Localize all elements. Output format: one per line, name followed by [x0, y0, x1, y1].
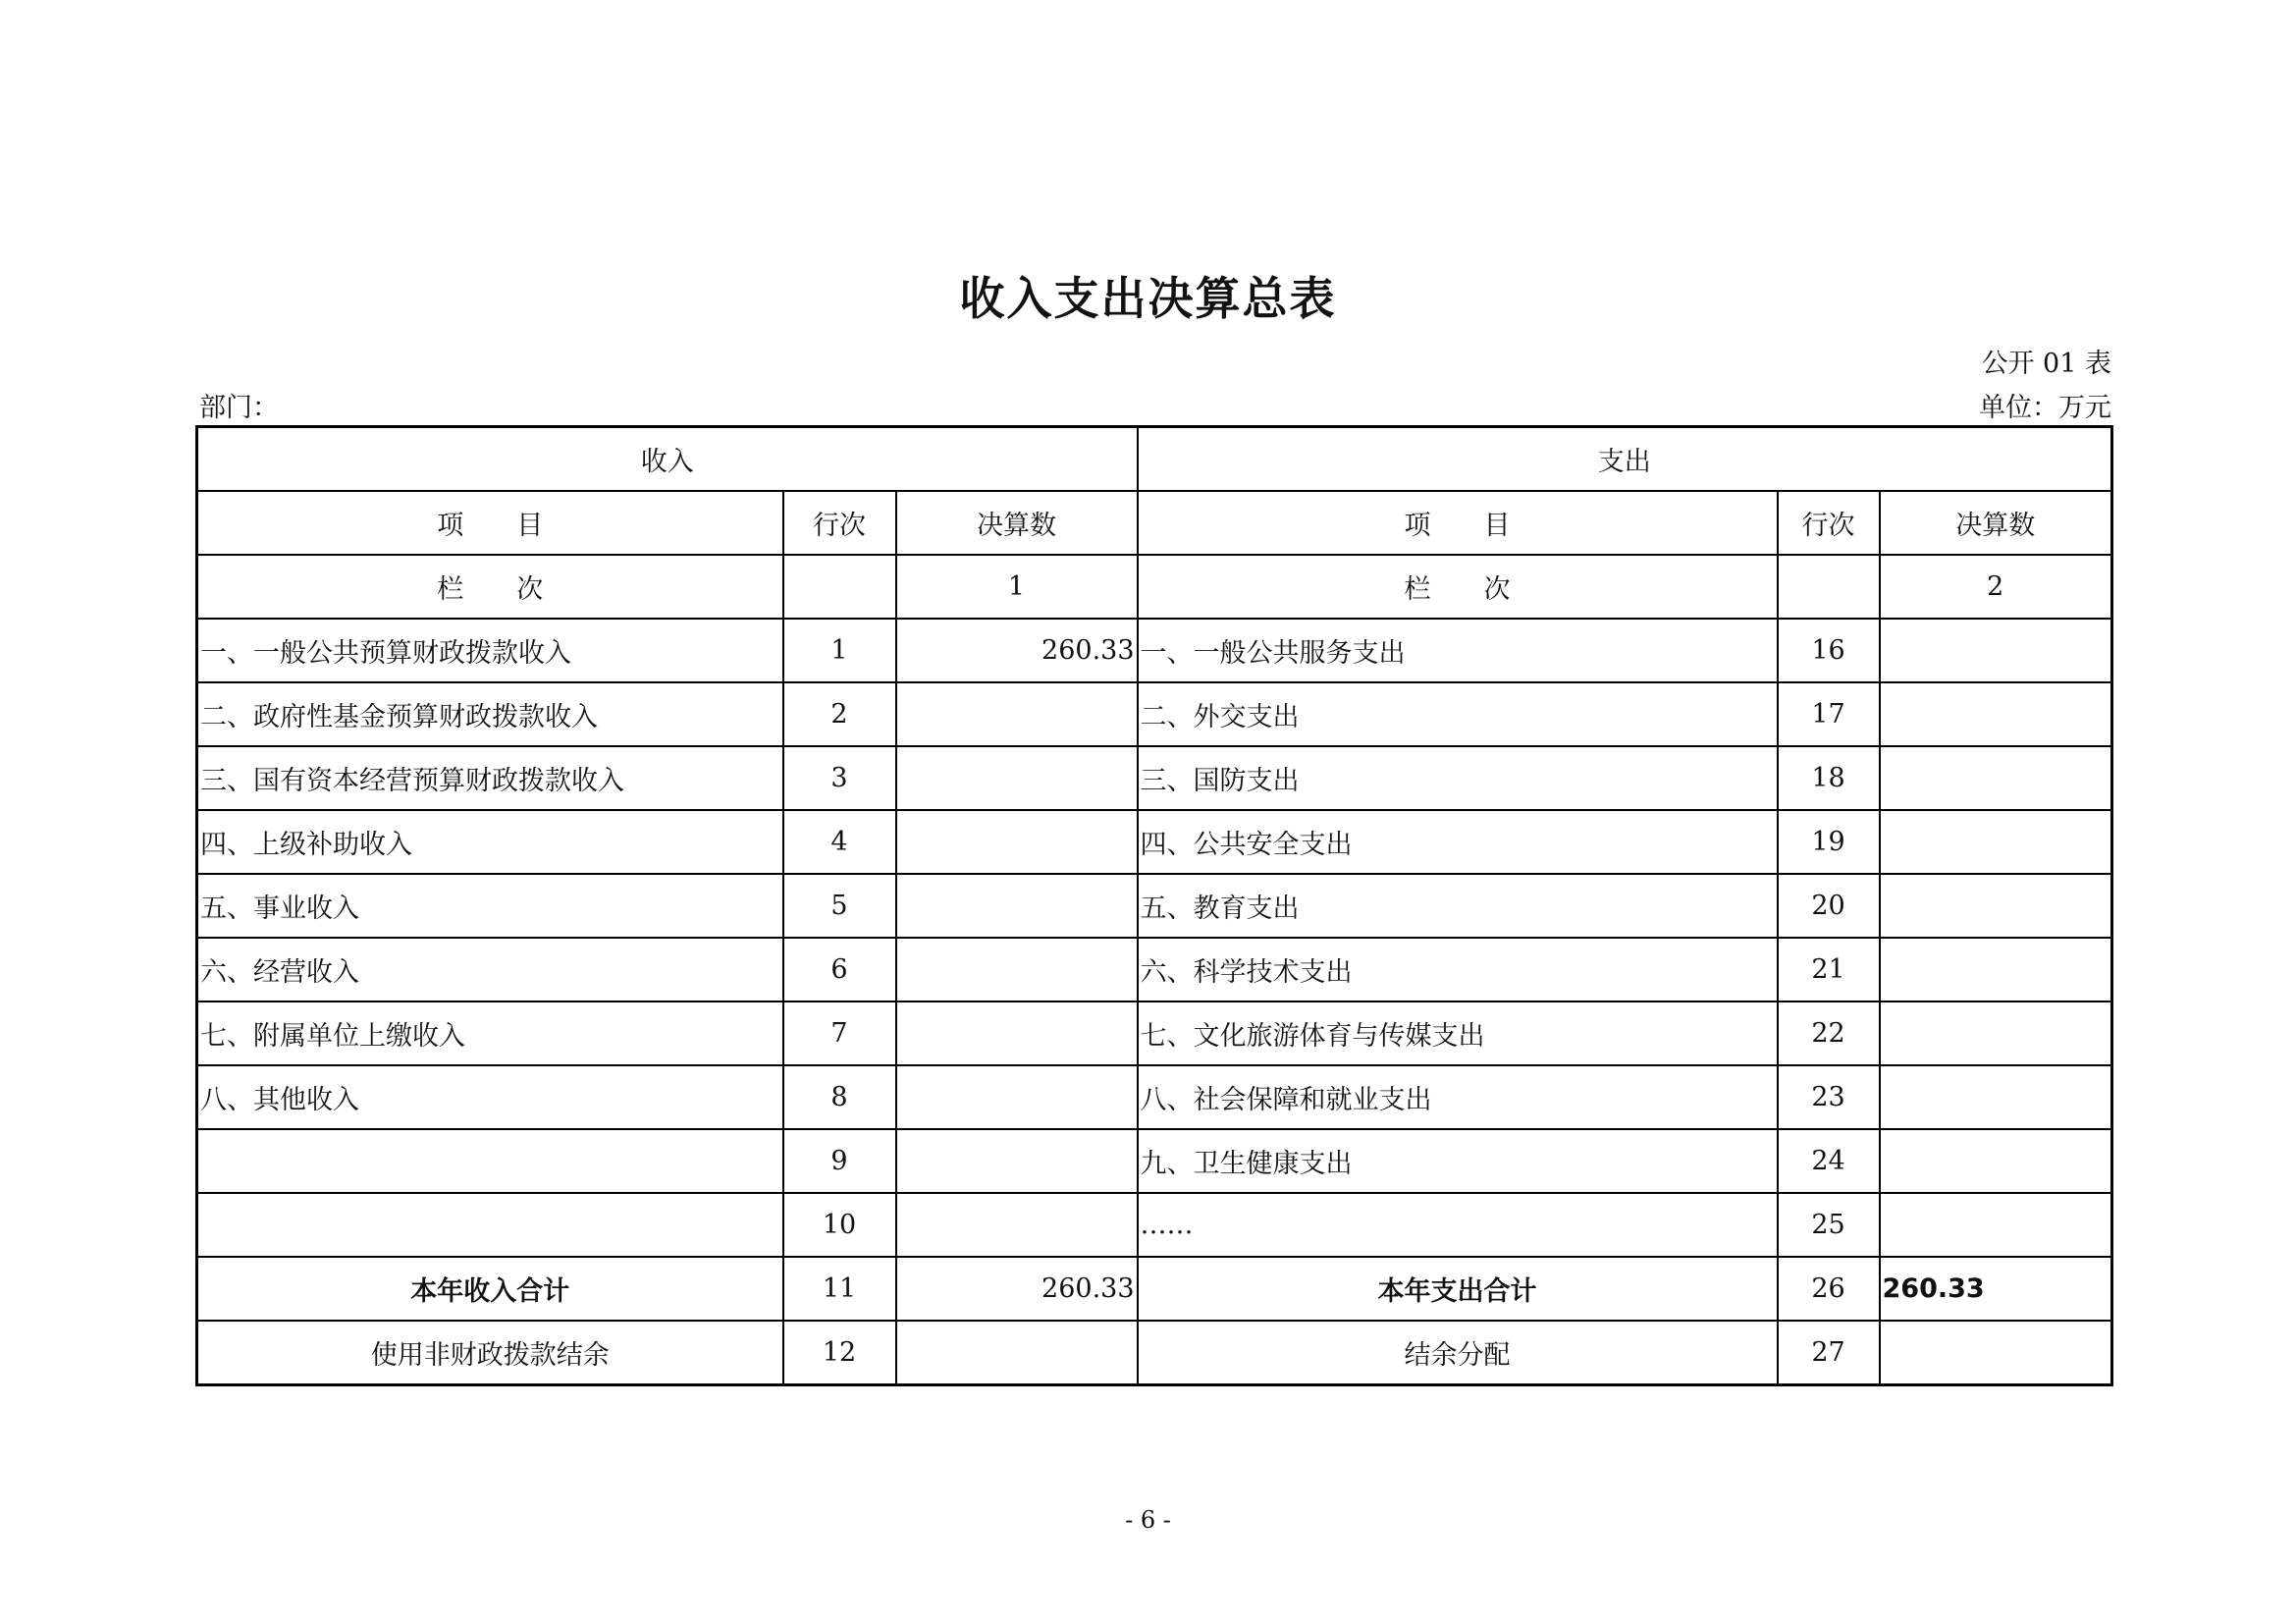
income-column-number: 1: [896, 555, 1138, 619]
table-row: [197, 746, 2112, 810]
expenditure-row-no: 23: [1778, 1065, 1880, 1129]
expenditure-row-no: 16: [1778, 619, 1880, 682]
income-amount: 260.33: [896, 619, 1138, 682]
expenditure-item: 九、卫生健康支出: [1138, 1129, 1778, 1193]
income-row-no: 12: [783, 1321, 896, 1385]
table-row: [197, 1001, 2112, 1065]
table-row: [197, 810, 2112, 874]
income-row-no: 2: [783, 682, 896, 746]
expenditure-amount: [1880, 1129, 2112, 1193]
table-row: [197, 938, 2112, 1001]
balance-distribution-label: 结余分配: [1138, 1321, 1778, 1385]
expenditure-amount-header: 决算数: [1880, 491, 2112, 555]
income-row-no: 6: [783, 938, 896, 1001]
table-row: [197, 1065, 2112, 1129]
expenditure-column-number: 2: [1880, 555, 2112, 619]
table-row: [197, 619, 2112, 682]
income-section-header: 收入: [197, 427, 1138, 492]
expenditure-item: 二、外交支出: [1138, 682, 1778, 746]
expenditure-row-no: 26: [1778, 1257, 1880, 1321]
page-number: - 6 -: [1125, 1506, 1171, 1534]
expenditure-row-no: 19: [1778, 810, 1880, 874]
income-item: 三、国有资本经营预算财政拨款收入: [197, 746, 783, 810]
expenditure-column-label: 栏 次: [1138, 555, 1778, 619]
expenditure-amount: [1880, 619, 2112, 682]
expenditure-amount: [1880, 1001, 2112, 1065]
expenditure-item: 四、公共安全支出: [1138, 810, 1778, 874]
income-item: 七、附属单位上缴收入: [197, 1001, 783, 1065]
income-item-header: 项 目: [197, 491, 783, 555]
income-row-no: 7: [783, 1001, 896, 1065]
income-row-no: 1: [783, 619, 896, 682]
department-label: 部门：: [199, 393, 279, 423]
expenditure-amount: [1880, 1193, 2112, 1257]
column-number-row: [197, 555, 2112, 619]
expenditure-row-no-header: 行次: [1778, 491, 1880, 555]
income-total-amount: 260.33: [896, 1257, 1138, 1321]
income-row-no: 10: [783, 1193, 896, 1257]
expenditure-row-no: 21: [1778, 938, 1880, 1001]
income-amount: [896, 746, 1138, 810]
expenditure-item: 八、社会保障和就业支出: [1138, 1065, 1778, 1129]
expenditure-item: 五、教育支出: [1138, 874, 1778, 938]
income-row-no: 4: [783, 810, 896, 874]
income-column-label: 栏 次: [197, 555, 783, 619]
income-row-no: 11: [783, 1257, 896, 1321]
expenditure-item: 七、文化旅游体育与传媒支出: [1138, 1001, 1778, 1065]
expenditure-row-no: 17: [1778, 682, 1880, 746]
form-code: 公开 01 表: [1981, 349, 2111, 379]
income-amount: [896, 1193, 1138, 1257]
income-amount: [896, 1001, 1138, 1065]
expenditure-row-no: 22: [1778, 1001, 1880, 1065]
expenditure-item: 六、科学技术支出: [1138, 938, 1778, 1001]
page-title: 收入支出决算总表: [959, 272, 1337, 325]
table-row: [197, 1129, 2112, 1193]
income-row-no: 9: [783, 1129, 896, 1193]
expenditure-row-no: 18: [1778, 746, 1880, 810]
expenditure-row-no: 24: [1778, 1129, 1880, 1193]
income-item: [197, 1193, 783, 1257]
expenditure-row-no: 20: [1778, 874, 1880, 938]
income-row-no: 8: [783, 1065, 896, 1129]
expenditure-item: 三、国防支出: [1138, 746, 1778, 810]
expenditure-amount: [1880, 1321, 2112, 1385]
table-row: [197, 1193, 2112, 1257]
income-item: 五、事业收入: [197, 874, 783, 938]
income-total-label: 本年收入合计: [197, 1257, 783, 1321]
income-row-no: 3: [783, 746, 896, 810]
income-expenditure-table: [195, 425, 2113, 1386]
income-amount: [896, 1321, 1138, 1385]
expenditure-item: 一、一般公共服务支出: [1138, 619, 1778, 682]
balance-row: [197, 1321, 2112, 1385]
expenditure-amount: [1880, 1065, 2112, 1129]
income-amount: [896, 1129, 1138, 1193]
non-fiscal-balance-label: 使用非财政拨款结余: [197, 1321, 783, 1385]
table-row: [197, 682, 2112, 746]
expenditure-total-label: 本年支出合计: [1138, 1257, 1778, 1321]
expenditure-amount: [1880, 682, 2112, 746]
income-amount: [896, 938, 1138, 1001]
income-item: [197, 1129, 783, 1193]
income-item: 八、其他收入: [197, 1065, 783, 1129]
income-amount-header: 决算数: [896, 491, 1138, 555]
unit-label: 单位：万元: [1979, 393, 2111, 423]
income-item: 四、上级补助收入: [197, 810, 783, 874]
expenditure-amount: [1880, 874, 2112, 938]
section-header-row: [197, 427, 2112, 492]
expenditure-amount: [1880, 938, 2112, 1001]
expenditure-item-header: 项 目: [1138, 491, 1778, 555]
expenditure-amount: [1880, 810, 2112, 874]
expenditure-item: ……: [1138, 1193, 1778, 1257]
income-row-no: 5: [783, 874, 896, 938]
expenditure-total-amount: 260.33: [1880, 1257, 2112, 1321]
income-amount: [896, 810, 1138, 874]
income-amount: [896, 682, 1138, 746]
income-amount: [896, 874, 1138, 938]
expenditure-row-no: 27: [1778, 1321, 1880, 1385]
income-item: 一、一般公共预算财政拨款收入: [197, 619, 783, 682]
expenditure-row-no: 25: [1778, 1193, 1880, 1257]
empty-cell: [783, 555, 896, 619]
empty-cell: [1778, 555, 1880, 619]
income-item: 六、经营收入: [197, 938, 783, 1001]
total-row: [197, 1257, 2112, 1321]
expenditure-amount: [1880, 746, 2112, 810]
expenditure-section-header: 支出: [1138, 427, 2112, 492]
table-row: [197, 874, 2112, 938]
income-row-no-header: 行次: [783, 491, 896, 555]
column-header-row: [197, 491, 2112, 555]
income-amount: [896, 1065, 1138, 1129]
income-item: 二、政府性基金预算财政拨款收入: [197, 682, 783, 746]
